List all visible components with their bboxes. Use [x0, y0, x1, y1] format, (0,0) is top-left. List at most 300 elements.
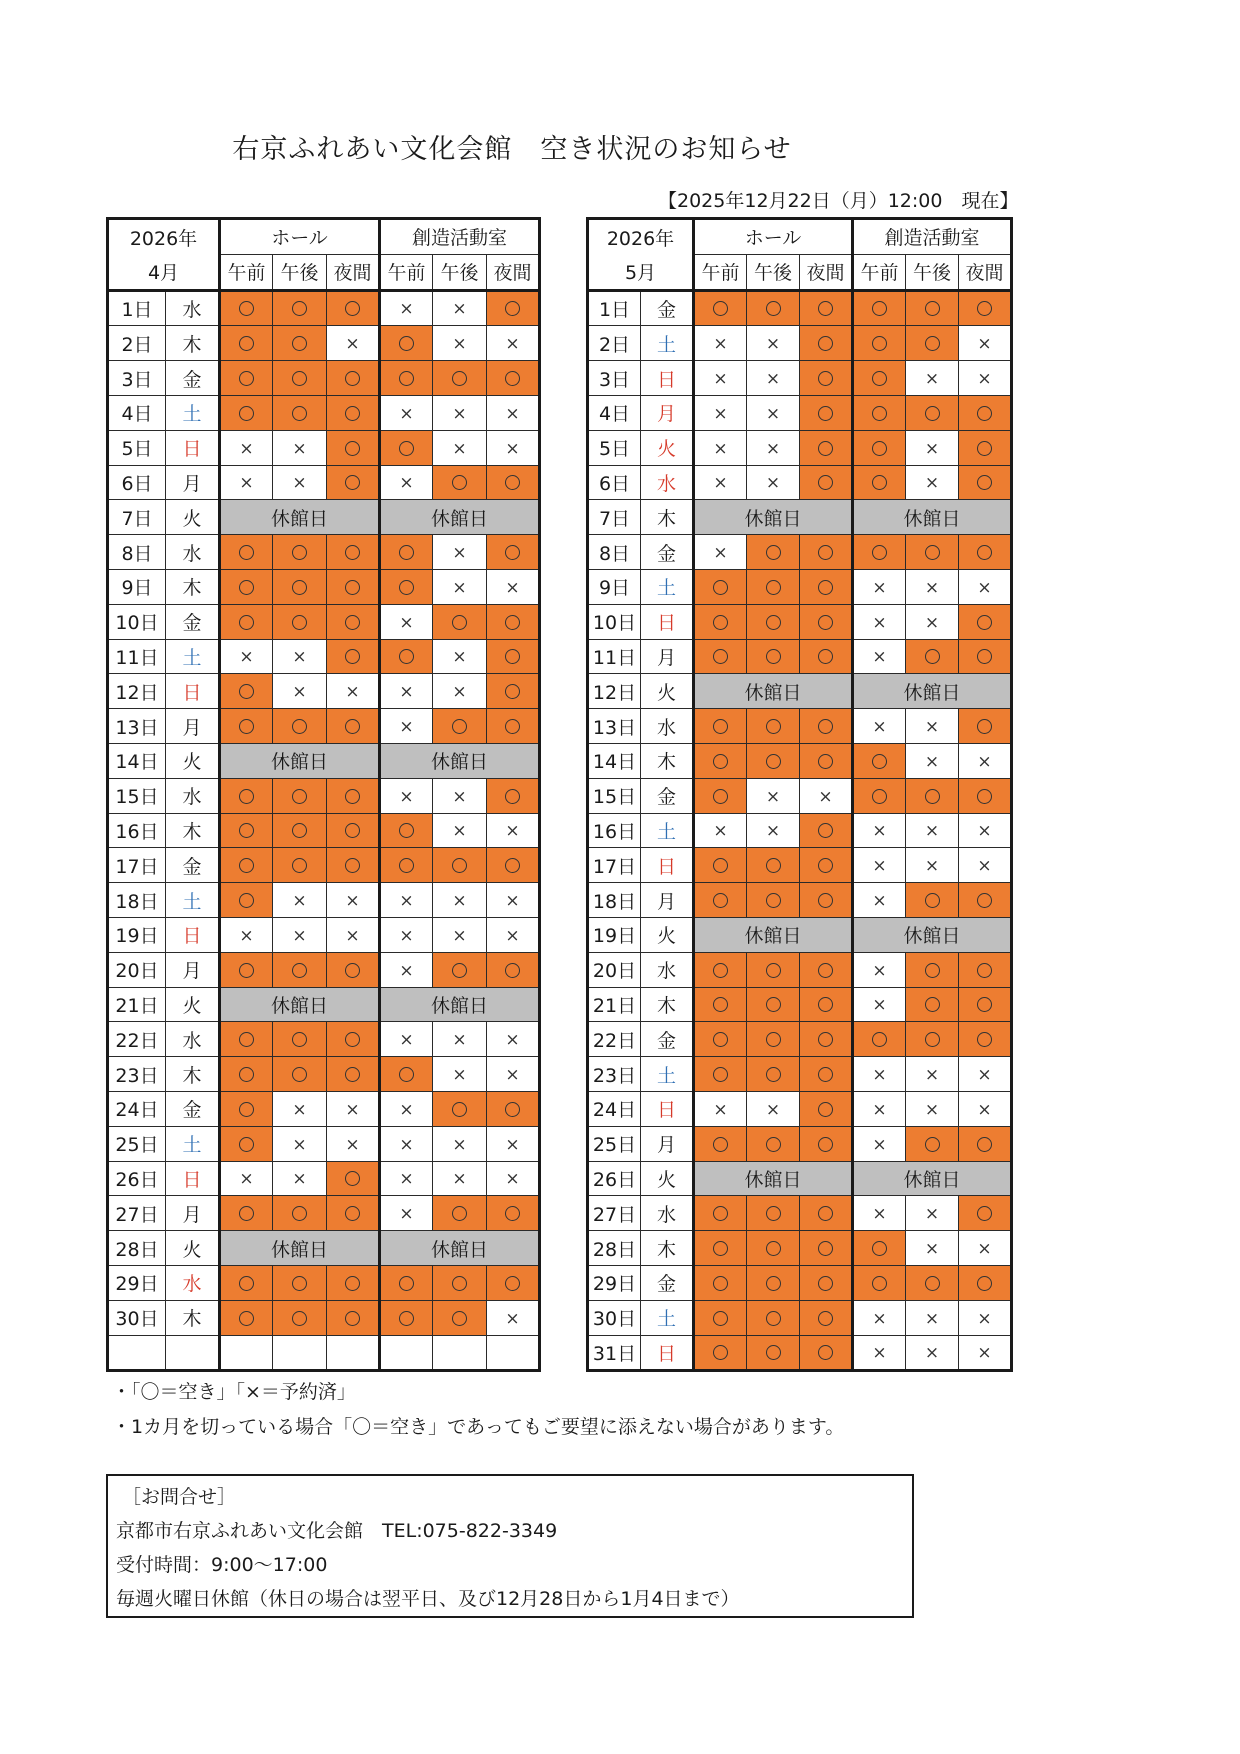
- available-slot: [906, 639, 959, 674]
- day-of-week: 土: [641, 326, 694, 361]
- day-of-week: 月: [641, 639, 694, 674]
- available-slot: [273, 361, 327, 396]
- reserved-cross-icon: ×: [452, 577, 467, 598]
- day-row: [108, 1231, 540, 1266]
- reserved-cross-icon: ×: [924, 1099, 940, 1120]
- available-slot: [694, 1231, 747, 1266]
- day-number: 16日: [588, 813, 641, 848]
- available-circle-icon: [345, 1171, 360, 1186]
- available-circle-icon: [925, 1137, 940, 1152]
- month-label: 5月: [588, 254, 694, 290]
- available-slot: [959, 1126, 1012, 1161]
- reserved-cross-icon: ×: [924, 1204, 940, 1225]
- reserved-cross-icon: ×: [452, 925, 467, 946]
- day-row: [588, 1057, 1012, 1092]
- available-circle-icon: [977, 441, 992, 456]
- reserved-slot: [380, 917, 433, 952]
- reserved-cross-icon: ×: [977, 751, 992, 772]
- available-slot: [906, 883, 959, 918]
- available-slot: [800, 1126, 853, 1161]
- reserved-cross-icon: ×: [977, 1343, 992, 1364]
- available-slot: [220, 1126, 273, 1161]
- reserved-cross-icon: ×: [345, 1099, 360, 1120]
- day-row: [588, 290, 1012, 326]
- available-circle-icon: [713, 1067, 728, 1082]
- available-slot: [800, 1022, 853, 1057]
- available-slot: [694, 1126, 747, 1161]
- day-row: [588, 500, 1012, 535]
- available-slot: [694, 987, 747, 1022]
- creative-room-header: 創造活動室: [380, 219, 540, 255]
- reserved-cross-icon: ×: [872, 1204, 887, 1225]
- april-day-rows: [108, 290, 540, 1371]
- reserved-slot: [906, 604, 959, 639]
- reserved-cross-icon: ×: [977, 1065, 992, 1086]
- available-circle-icon: [766, 1311, 781, 1326]
- available-circle-icon: [452, 1102, 467, 1117]
- available-circle-icon: [818, 1137, 833, 1152]
- day-row: [108, 1196, 540, 1231]
- available-circle-icon: [925, 997, 940, 1012]
- available-circle-icon: [818, 1206, 833, 1221]
- reserved-cross-icon: ×: [872, 960, 887, 981]
- available-slot: [487, 639, 540, 674]
- hall-header: ホール: [220, 219, 380, 255]
- available-slot: [800, 1091, 853, 1126]
- day-number: 20日: [108, 952, 166, 987]
- reserved-cross-icon: ×: [713, 438, 728, 459]
- day-row: [588, 1231, 1012, 1266]
- reserved-slot: [853, 952, 906, 987]
- available-circle-icon: [818, 997, 833, 1012]
- reserved-slot: [853, 1335, 906, 1371]
- day-number: 17日: [588, 848, 641, 883]
- day-of-week: 水: [641, 709, 694, 744]
- reserved-slot: [906, 1196, 959, 1231]
- day-number: 11日: [108, 639, 166, 674]
- reserved-slot: [747, 395, 800, 430]
- available-circle-icon: [713, 1276, 728, 1291]
- available-circle-icon: [977, 719, 992, 734]
- available-slot: [906, 290, 959, 326]
- available-slot: [800, 395, 853, 430]
- available-circle-icon: [766, 580, 781, 595]
- reserved-slot: [853, 1126, 906, 1161]
- available-circle-icon: [239, 301, 254, 316]
- available-circle-icon: [766, 1276, 781, 1291]
- reserved-cross-icon: ×: [713, 334, 728, 355]
- reserved-slot: [487, 326, 540, 361]
- reserved-cross-icon: ×: [872, 1134, 887, 1155]
- empty-cell: [166, 1335, 220, 1371]
- available-slot: [380, 326, 433, 361]
- available-circle-icon: [713, 858, 728, 873]
- available-slot: [747, 1231, 800, 1266]
- available-slot: [747, 1265, 800, 1300]
- empty-cell: [220, 1335, 273, 1371]
- available-slot: [220, 535, 273, 570]
- reserved-cross-icon: ×: [292, 1169, 307, 1190]
- available-circle-icon: [818, 649, 833, 664]
- reserved-slot: [273, 1161, 327, 1196]
- available-slot: [694, 1196, 747, 1231]
- available-slot: [220, 604, 273, 639]
- reserved-cross-icon: ×: [292, 438, 307, 459]
- day-of-week: 土: [641, 1300, 694, 1335]
- available-circle-icon: [452, 475, 467, 490]
- reserved-cross-icon: ×: [505, 1169, 520, 1190]
- available-circle-icon: [292, 789, 307, 804]
- reserved-slot: [327, 326, 380, 361]
- reserved-slot: [959, 1091, 1012, 1126]
- reserved-slot: [380, 1161, 433, 1196]
- available-slot: [380, 430, 433, 465]
- available-circle-icon: [505, 963, 520, 978]
- available-slot: [273, 290, 327, 326]
- reserved-cross-icon: ×: [345, 334, 360, 355]
- reserved-slot: [380, 395, 433, 430]
- available-slot: [906, 1126, 959, 1161]
- available-slot: [694, 604, 747, 639]
- available-slot: [327, 1196, 380, 1231]
- available-circle-icon: [872, 545, 887, 560]
- available-slot: [220, 326, 273, 361]
- reserved-slot: [433, 569, 487, 604]
- reserved-cross-icon: ×: [818, 786, 833, 807]
- day-row: [588, 465, 1012, 500]
- available-slot: [220, 709, 273, 744]
- available-circle-icon: [713, 997, 728, 1012]
- reserved-cross-icon: ×: [505, 1030, 520, 1051]
- available-slot: [273, 604, 327, 639]
- available-circle-icon: [766, 963, 781, 978]
- day-of-week: 水: [641, 1196, 694, 1231]
- available-slot: [747, 848, 800, 883]
- day-row: [588, 1196, 1012, 1231]
- room-closed-cell: 休館日: [853, 1161, 1012, 1196]
- available-slot: [747, 290, 800, 326]
- reserved-slot: [220, 639, 273, 674]
- reserved-cross-icon: ×: [452, 891, 467, 912]
- reserved-cross-icon: ×: [399, 403, 414, 424]
- available-slot: [747, 883, 800, 918]
- available-slot: [380, 361, 433, 396]
- day-number: 20日: [588, 952, 641, 987]
- available-circle-icon: [292, 545, 307, 560]
- available-slot: [694, 778, 747, 813]
- available-slot: [487, 604, 540, 639]
- hall-pm-header: 午後: [747, 254, 800, 290]
- available-slot: [747, 1126, 800, 1161]
- available-circle-icon: [345, 371, 360, 386]
- available-circle-icon: [292, 336, 307, 351]
- reserved-slot: [906, 813, 959, 848]
- available-slot: [327, 290, 380, 326]
- reserved-cross-icon: ×: [452, 786, 467, 807]
- available-slot: [327, 1265, 380, 1300]
- reserved-cross-icon: ×: [505, 438, 520, 459]
- available-circle-icon: [399, 545, 414, 560]
- available-slot: [273, 1300, 327, 1335]
- available-circle-icon: [505, 545, 520, 560]
- day-number: 19日: [588, 917, 641, 952]
- available-slot: [220, 1265, 273, 1300]
- available-slot: [906, 778, 959, 813]
- day-row: [108, 1300, 540, 1335]
- day-number: 10日: [588, 604, 641, 639]
- day-number: 25日: [588, 1126, 641, 1161]
- reserved-cross-icon: ×: [713, 543, 728, 564]
- available-circle-icon: [872, 789, 887, 804]
- available-circle-icon: [345, 963, 360, 978]
- available-circle-icon: [766, 1345, 781, 1360]
- day-of-week: 水: [166, 778, 220, 813]
- day-number: 18日: [588, 883, 641, 918]
- available-slot: [327, 778, 380, 813]
- available-slot: [906, 1022, 959, 1057]
- available-slot: [433, 361, 487, 396]
- available-slot: [747, 952, 800, 987]
- reserved-slot: [433, 326, 487, 361]
- day-number: 4日: [588, 395, 641, 430]
- reserved-slot: [380, 1196, 433, 1231]
- day-row: [588, 709, 1012, 744]
- day-row: [108, 465, 540, 500]
- hall-closed-cell: 休館日: [694, 1161, 853, 1196]
- reserved-slot: [906, 1057, 959, 1092]
- day-row: [108, 604, 540, 639]
- available-slot: [327, 1300, 380, 1335]
- available-slot: [327, 709, 380, 744]
- reserved-cross-icon: ×: [452, 821, 467, 842]
- day-number: 2日: [588, 326, 641, 361]
- available-slot: [906, 395, 959, 430]
- reserved-slot: [906, 430, 959, 465]
- hall-closed-cell: 休館日: [694, 674, 853, 709]
- reserved-cross-icon: ×: [292, 647, 307, 668]
- available-slot: [327, 952, 380, 987]
- available-circle-icon: [818, 1311, 833, 1326]
- day-number: 22日: [588, 1022, 641, 1057]
- available-slot: [747, 535, 800, 570]
- available-circle-icon: [925, 1032, 940, 1047]
- reserved-cross-icon: ×: [239, 1169, 254, 1190]
- reserved-cross-icon: ×: [345, 925, 360, 946]
- reserved-slot: [273, 883, 327, 918]
- available-slot: [800, 465, 853, 500]
- available-circle-icon: [345, 823, 360, 838]
- available-slot: [959, 1265, 1012, 1300]
- reserved-cross-icon: ×: [399, 891, 414, 912]
- available-circle-icon: [872, 406, 887, 421]
- available-slot: [959, 883, 1012, 918]
- reserved-cross-icon: ×: [924, 369, 940, 390]
- reserved-cross-icon: ×: [977, 1239, 992, 1259]
- day-row: [108, 569, 540, 604]
- day-number: 24日: [588, 1091, 641, 1126]
- reserved-cross-icon: ×: [765, 786, 781, 807]
- available-slot: [433, 1091, 487, 1126]
- creative-room-header: 創造活動室: [853, 219, 1012, 255]
- available-slot: [959, 778, 1012, 813]
- available-circle-icon: [505, 684, 520, 699]
- available-circle-icon: [713, 789, 728, 804]
- day-number: 13日: [108, 709, 166, 744]
- day-of-week: 火: [166, 743, 220, 778]
- available-slot: [694, 952, 747, 987]
- reserved-cross-icon: ×: [765, 438, 781, 459]
- reserved-slot: [906, 361, 959, 396]
- reserved-slot: [694, 535, 747, 570]
- day-number: 29日: [108, 1265, 166, 1300]
- available-circle-icon: [818, 1345, 833, 1360]
- day-of-week: 木: [166, 1300, 220, 1335]
- available-circle-icon: [872, 371, 887, 386]
- available-circle-icon: [505, 1102, 520, 1117]
- available-slot: [487, 674, 540, 709]
- reserved-cross-icon: ×: [765, 369, 781, 390]
- hall-closed-cell: 休館日: [220, 500, 380, 535]
- day-number: 5日: [108, 430, 166, 465]
- reserved-cross-icon: ×: [452, 647, 467, 668]
- available-slot: [273, 326, 327, 361]
- reserved-slot: [747, 361, 800, 396]
- available-circle-icon: [872, 1276, 887, 1291]
- reserved-cross-icon: ×: [399, 960, 414, 981]
- reserved-cross-icon: ×: [452, 403, 467, 424]
- available-circle-icon: [239, 1032, 254, 1047]
- available-slot: [380, 639, 433, 674]
- available-slot: [906, 952, 959, 987]
- available-slot: [747, 709, 800, 744]
- day-row: [108, 1265, 540, 1300]
- available-slot: [220, 290, 273, 326]
- available-circle-icon: [818, 1241, 833, 1256]
- day-number: 10日: [108, 604, 166, 639]
- reserved-cross-icon: ×: [452, 334, 467, 355]
- available-circle-icon: [977, 997, 992, 1012]
- day-row: [108, 1126, 540, 1161]
- reserved-slot: [487, 1057, 540, 1092]
- legend-note: ・「〇＝空き」「×＝予約済」: [112, 1381, 356, 1403]
- day-number: 7日: [588, 500, 641, 535]
- day-number: 17日: [108, 848, 166, 883]
- reserved-cross-icon: ×: [292, 1099, 307, 1120]
- available-slot: [747, 1300, 800, 1335]
- available-circle-icon: [399, 580, 414, 595]
- reserved-slot: [327, 674, 380, 709]
- available-slot: [327, 1161, 380, 1196]
- day-row: [588, 1265, 1012, 1300]
- reserved-slot: [487, 883, 540, 918]
- day-row: [108, 395, 540, 430]
- reserved-cross-icon: ×: [924, 856, 940, 877]
- available-circle-icon: [766, 754, 781, 769]
- day-of-week: 木: [641, 743, 694, 778]
- available-circle-icon: [239, 336, 254, 351]
- available-slot: [800, 709, 853, 744]
- reserved-slot: [273, 1126, 327, 1161]
- day-of-week: 火: [166, 500, 220, 535]
- available-slot: [747, 1196, 800, 1231]
- reserved-slot: [327, 1126, 380, 1161]
- day-of-week: 月: [166, 952, 220, 987]
- available-slot: [800, 1231, 853, 1266]
- available-circle-icon: [872, 1241, 887, 1256]
- reserved-slot: [380, 290, 433, 326]
- reserved-slot: [433, 1161, 487, 1196]
- available-circle-icon: [925, 649, 940, 664]
- available-slot: [800, 1057, 853, 1092]
- reserved-slot: [959, 1057, 1012, 1092]
- day-number: 21日: [108, 987, 166, 1022]
- day-number: 4日: [108, 395, 166, 430]
- available-circle-icon: [345, 719, 360, 734]
- reserved-slot: [380, 1126, 433, 1161]
- available-slot: [327, 1022, 380, 1057]
- available-circle-icon: [766, 545, 781, 560]
- hall-header: ホール: [694, 219, 853, 255]
- available-slot: [433, 1196, 487, 1231]
- available-circle-icon: [818, 615, 833, 630]
- available-circle-icon: [345, 1276, 360, 1291]
- available-circle-icon: [505, 649, 520, 664]
- available-circle-icon: [713, 1206, 728, 1221]
- reserved-slot: [853, 987, 906, 1022]
- available-slot: [906, 987, 959, 1022]
- reserved-slot: [747, 465, 800, 500]
- available-slot: [380, 569, 433, 604]
- available-circle-icon: [818, 1276, 833, 1291]
- day-row: [108, 952, 540, 987]
- available-circle-icon: [292, 301, 307, 316]
- reserved-cross-icon: ×: [924, 577, 940, 598]
- available-slot: [800, 848, 853, 883]
- available-slot: [853, 778, 906, 813]
- day-row: [108, 674, 540, 709]
- available-circle-icon: [766, 893, 781, 908]
- room-pm-header: 午後: [433, 254, 487, 290]
- reserved-slot: [853, 604, 906, 639]
- available-circle-icon: [239, 371, 254, 386]
- reserved-slot: [747, 778, 800, 813]
- day-row: [588, 1126, 1012, 1161]
- available-circle-icon: [239, 1067, 254, 1082]
- day-row: [588, 952, 1012, 987]
- room-pm-header: 午後: [906, 254, 959, 290]
- available-slot: [853, 1265, 906, 1300]
- day-row: [108, 813, 540, 848]
- available-circle-icon: [345, 789, 360, 804]
- available-slot: [487, 465, 540, 500]
- reserved-slot: [433, 395, 487, 430]
- available-slot: [800, 743, 853, 778]
- available-slot: [694, 1265, 747, 1300]
- available-slot: [694, 1300, 747, 1335]
- day-row: [108, 430, 540, 465]
- available-circle-icon: [239, 823, 254, 838]
- available-circle-icon: [713, 649, 728, 664]
- available-slot: [906, 326, 959, 361]
- room-closed-cell: 休館日: [853, 500, 1012, 535]
- day-of-week: 土: [166, 639, 220, 674]
- reserved-slot: [380, 709, 433, 744]
- available-slot: [747, 639, 800, 674]
- day-row: [108, 1057, 540, 1092]
- available-slot: [487, 290, 540, 326]
- day-of-week: 火: [166, 1231, 220, 1266]
- available-slot: [694, 743, 747, 778]
